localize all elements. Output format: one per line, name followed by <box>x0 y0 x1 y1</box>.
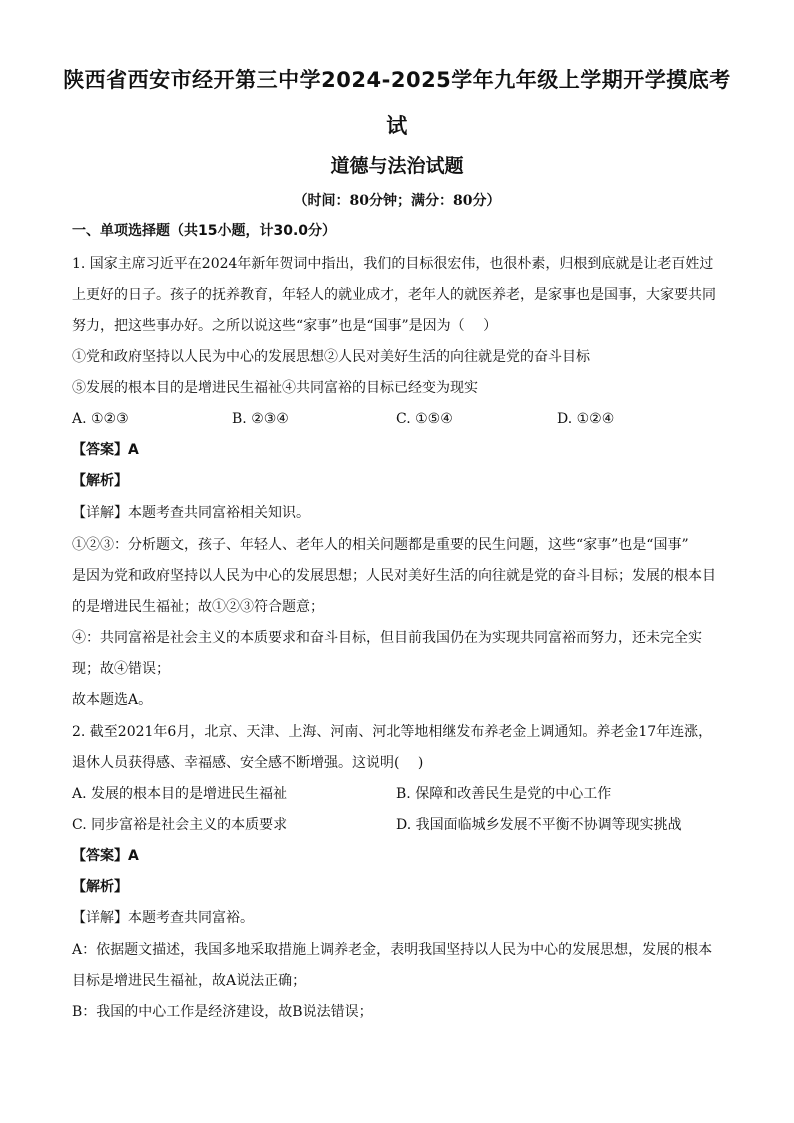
q2-option-d: D. 我国面临城乡发展不平衡不协调等现实挑战 <box>396 817 682 833</box>
q1-conclusion: 故本题选A。 <box>72 692 153 708</box>
subject-title: 道德与法治试题 <box>330 155 464 177</box>
q2-option-a: A. 发展的根本目的是增进民生福祉 <box>72 786 288 802</box>
q2-stem-line2: 退休人员获得感、幸福感、安全感不断增强。这说明( ) <box>72 755 424 771</box>
document-title-line2: 试 <box>386 114 408 138</box>
q1-explanation1-line2: 是因为党和政府坚持以人民为中心的发展思想；人民对美好生活的向往就是党的奋斗目标；发展的根本目 <box>72 568 716 584</box>
q1-option-c: C. ①⑤④ <box>396 411 453 427</box>
q1-answer: 【答案】A <box>72 442 139 458</box>
q1-explanation1-line3: 的是增进民生福祉；故①②③符合题意； <box>72 599 324 615</box>
q1-analysis-label: 【解析】 <box>72 473 128 489</box>
q1-statement1: ①党和政府坚持以人民为中心的发展思想②人民对美好生活的向往就是党的奋斗目标 <box>72 349 590 365</box>
q1-stem-line3: 努力，把这些事办好。之所以说这些“家事”也是“国事”是因为（ ） <box>72 318 498 334</box>
q1-option-d: D. ①②④ <box>557 411 615 427</box>
q1-stem-line2: 上更好的日子。孩子的抚养教育，年轻人的就业成才，老年人的就医养老，是家事也是国事，大家要共同 <box>72 287 716 303</box>
q2-detail: 【详解】本题考查共同富裕。 <box>72 910 254 926</box>
q2-explanation-a-line2: 目标是增进民生福祉，故A说法正确； <box>72 973 307 989</box>
q1-stem-line1: 1. 国家主席习近平在2024年新年贺词中指出，我们的目标很宏伟，也很朴素，归根到底就是让老百姓过 <box>72 256 714 272</box>
section-heading: 一、单项选择题（共15小题，计30.0分） <box>72 223 337 239</box>
q2-option-c: C. 同步富裕是社会主义的本质要求 <box>72 817 288 833</box>
document-title-line1: 陕西省西安市经开第三中学2024-2025学年九年级上学期开学摸底考 <box>63 68 731 92</box>
q2-explanation-b: B：我国的中心工作是经济建设，故B说法错误； <box>72 1004 373 1020</box>
q2-option-b: B. 保障和改善民生是党的中心工作 <box>396 786 612 802</box>
q1-explanation2-line2: 现；故④错误； <box>72 661 170 677</box>
q2-explanation-a-line1: A：依据题文描述，我国多地采取措施上调养老金，表明我国坚持以人民为中心的发展思想，发展的根本 <box>72 942 713 958</box>
q1-explanation1-line1: ①②③：分析题文，孩子、年轻人、老年人的相关问题都是重要的民生问题，这些“家事”也是“国事” <box>72 537 689 553</box>
q1-option-b: B. ②③④ <box>232 411 289 427</box>
q1-explanation2-line1: ④：共同富裕是社会主义的本质要求和奋斗目标，但目前我国仍在为实现共同富裕而努力，还未完全实 <box>72 630 702 646</box>
exam-time-info: （时间：80分钟；满分：80分） <box>293 193 501 209</box>
q1-detail: 【详解】本题考查共同富裕相关知识。 <box>72 505 310 521</box>
q2-analysis-label: 【解析】 <box>72 879 128 895</box>
q2-stem-line1: 2. 截至2021年6月，北京、天津、上海、河南、河北等地相继发布养老金上调通知。养老金17年连涨， <box>72 724 713 740</box>
q1-statement2: ⑤发展的根本目的是增进民生福祉④共同富裕的目标已经变为现实 <box>72 380 478 396</box>
q1-option-a: A. ①②③ <box>72 411 129 427</box>
q2-answer: 【答案】A <box>72 848 139 864</box>
